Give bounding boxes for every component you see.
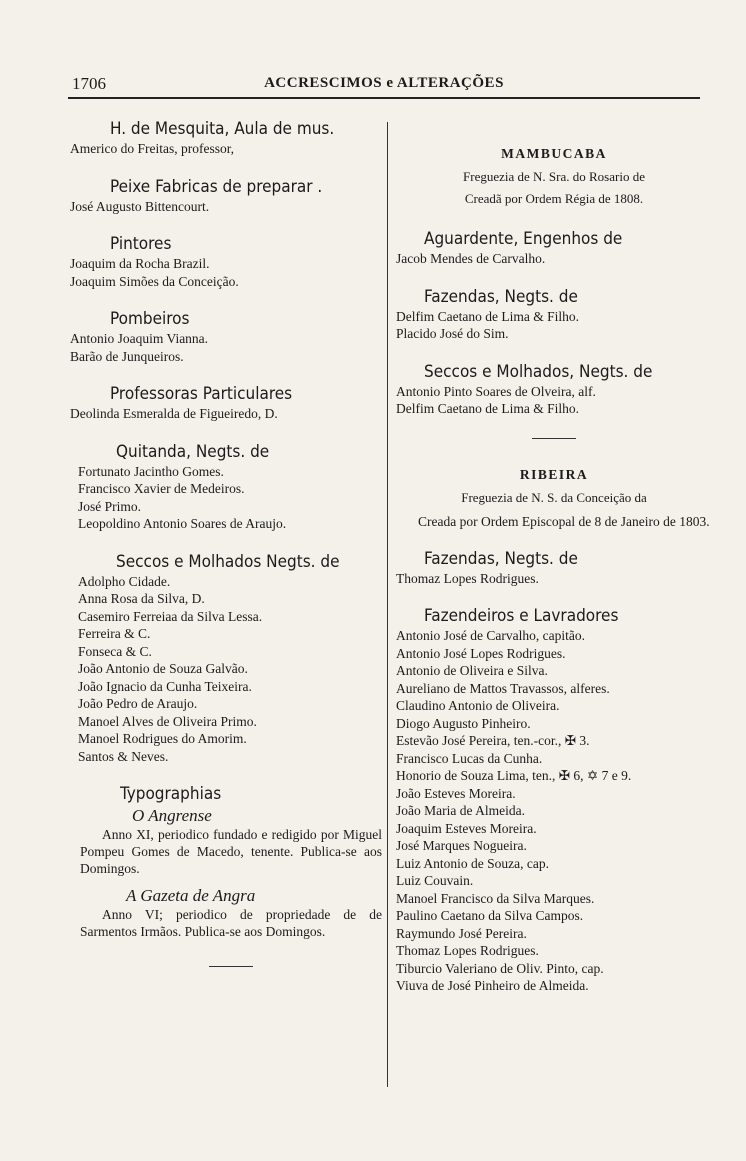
section-heading: Professoras Particulares: [110, 384, 293, 404]
list-item: Delfim Caetano de Lima & Filho.: [396, 401, 579, 416]
list-item: Tiburcio Valeriano de Oliv. Pinto, cap.: [396, 960, 604, 976]
section-aguardente: [396, 228, 712, 268]
section-heading: Typographias: [120, 784, 222, 804]
section-mesquita: [70, 118, 382, 158]
section-separator: [209, 966, 253, 967]
newspaper-title: A Gazeta de Angra: [126, 886, 256, 905]
list-item: Francisco Lucas da Cunha.: [396, 750, 543, 766]
list-item: Jacob Mendes de Carvalho.: [396, 251, 546, 266]
list-item: Joaquim Simões da Conceição.: [70, 273, 239, 289]
list-item: Aureliano de Mattos Travassos, alferes.: [396, 680, 610, 696]
section-heading: Pintores: [110, 234, 172, 254]
parish-title: RIBEIRA: [519, 466, 589, 482]
list-item: Ferreira & C.: [78, 626, 151, 641]
list-item: Claudino Antonio de Oliveira.: [396, 698, 560, 713]
page-header: [68, 74, 700, 96]
section-heading: Aguardente, Engenhos de: [424, 229, 623, 249]
list-item: João Maria de Almeida.: [396, 803, 525, 818]
section-ribeira: [396, 467, 712, 530]
list-item: Delfim Caetano de Lima & Filho.: [396, 308, 579, 324]
section-heading: Fazendas, Negts. de: [424, 286, 578, 307]
parish-creation: Creadã por Ordem Régia de 1808.: [464, 191, 644, 206]
section-heading: Quitanda, Negts. de: [116, 441, 270, 462]
section-seccos: [70, 551, 382, 766]
list-item: Raymundo José Pereira.: [396, 925, 527, 941]
section-pombeiros: [70, 308, 382, 365]
section-heading: H. de Mesquita, Aula de mus.: [110, 119, 335, 139]
list-item: Placido José do Sim.: [396, 326, 509, 341]
list-item: Luiz Couvain.: [396, 873, 474, 888]
newspaper-text: Anno XI, periodico fundado e redigido por Miguel Pompeu Gomes de Macedo, tenente. Publica-se aos Domingos.: [80, 827, 382, 876]
section-heading: Fazendeiros e Lavradores: [424, 606, 619, 626]
section-fazendas-2: [396, 548, 712, 588]
list-item: Manoel Rodrigues do Amorim.: [78, 731, 247, 746]
section-fazendas-1: [396, 286, 712, 343]
right-column: [396, 140, 712, 1013]
list-item: Antonio de Oliveira e Silva.: [396, 663, 548, 678]
parish-creation: Creada por Ordem Episcopal de 8 de Janeiro de 1803.: [418, 513, 710, 529]
list-item: Antonio Joaquim Vianna.: [70, 331, 209, 346]
section-typographias: [70, 783, 382, 967]
list-item: Americo do Freitas, professor,: [70, 141, 235, 156]
section-quitanda: [70, 441, 382, 533]
list-item: Anna Rosa da Silva, D.: [78, 591, 205, 606]
section-peixe: [70, 176, 382, 216]
parish-creation-para: [396, 513, 712, 530]
section-pintores: [70, 233, 382, 290]
list-item: Antonio José de Carvalho, capitão.: [396, 628, 585, 643]
header-rule: [68, 97, 700, 99]
list-item: Joaquim Esteves Moreira.: [396, 820, 537, 836]
list-item: Manoel Alves de Oliveira Primo.: [78, 713, 257, 729]
section-seccos-right: [396, 361, 712, 439]
list-item: Adolpho Cidade.: [78, 573, 171, 589]
list-item: Francisco Xavier de Medeiros.: [78, 481, 245, 496]
list-item: Honorio de Souza Lima, ten., ✠ 6, ✡ 7 e 9.: [396, 768, 632, 783]
section-heading: Fazendas, Negts. de: [424, 548, 578, 569]
section-fazendeiros: [396, 605, 712, 995]
list-item: José Marques Nogueira.: [396, 838, 527, 853]
left-column: [70, 118, 382, 985]
list-item: Barão de Junqueiros.: [70, 348, 184, 364]
list-item: Fortunato Jacintho Gomes.: [78, 463, 224, 479]
list-item: Diogo Augusto Pinheiro.: [396, 715, 531, 731]
header-title: ACCRESCIMOS e ALTERAÇÕES: [264, 75, 504, 91]
list-item: João Pedro de Araujo.: [78, 696, 198, 711]
spacer: [396, 418, 712, 438]
list-item: Antonio Pinto Soares de Olveira, alf.: [396, 383, 596, 399]
list-item: Joaquim da Rocha Brazil.: [70, 256, 210, 271]
newspaper-description: [80, 906, 382, 940]
list-item: Manoel Francisco da Silva Marques.: [396, 890, 595, 906]
list-item: Fonseca & C.: [78, 643, 152, 659]
spacer: [80, 877, 382, 885]
list-item: Viuva de José Pinheiro de Almeida.: [396, 978, 589, 993]
page-number: 1706: [72, 74, 106, 93]
list-item: Thomaz Lopes Rodrigues.: [396, 943, 539, 958]
list-item: Casemiro Ferreiaa da Silva Lessa.: [78, 608, 263, 624]
section-separator: [532, 438, 576, 439]
section-heading: Pombeiros: [110, 309, 190, 329]
list-item: Deolinda Esmeralda de Figueiredo, D.: [70, 406, 278, 421]
section-mambucaba: [396, 146, 712, 210]
section-heading: Seccos e Molhados Negts. de: [116, 551, 340, 572]
section-professoras: [70, 383, 382, 423]
section-heading: Seccos e Molhados, Negts. de: [424, 361, 653, 382]
list-item: Santos & Neves.: [78, 748, 169, 764]
parish-name: Freguezia de N. Sra. do Rosario de: [463, 169, 645, 184]
newspaper-description: [80, 826, 382, 877]
newspaper-text: Anno VI; periodico de propriedade de de Sarmentos Irmãos. Publica-se aos Domingos.: [80, 907, 382, 939]
newspaper-title: O Angrense: [132, 806, 212, 825]
list-item: João Ignacio da Cunha Teixeira.: [78, 678, 252, 694]
column-divider: [387, 122, 388, 1087]
list-item: Luiz Antonio de Souza, cap.: [396, 855, 549, 871]
parish-name: Freguezia de N. S. da Conceição da: [461, 489, 647, 505]
spacer: [80, 940, 382, 966]
list-item: João Antonio de Souza Galvão.: [78, 661, 248, 676]
list-item: João Esteves Moreira.: [396, 785, 516, 801]
list-item: Estevão José Pereira, ten.-cor., ✠ 3.: [396, 733, 590, 748]
list-item: Antonio José Lopes Rodrigues.: [396, 645, 566, 661]
list-item: Paulino Caetano da Silva Campos.: [396, 908, 584, 923]
parish-title: MAMBUCABA: [501, 146, 607, 161]
list-item: José Primo.: [78, 498, 142, 514]
list-item: Leopoldino Antonio Soares de Araujo.: [78, 516, 287, 531]
section-heading: Peixe Fabricas de preparar .: [110, 176, 323, 197]
list-item: Thomaz Lopes Rodrigues.: [396, 570, 539, 586]
list-item: José Augusto Bittencourt.: [70, 198, 210, 214]
